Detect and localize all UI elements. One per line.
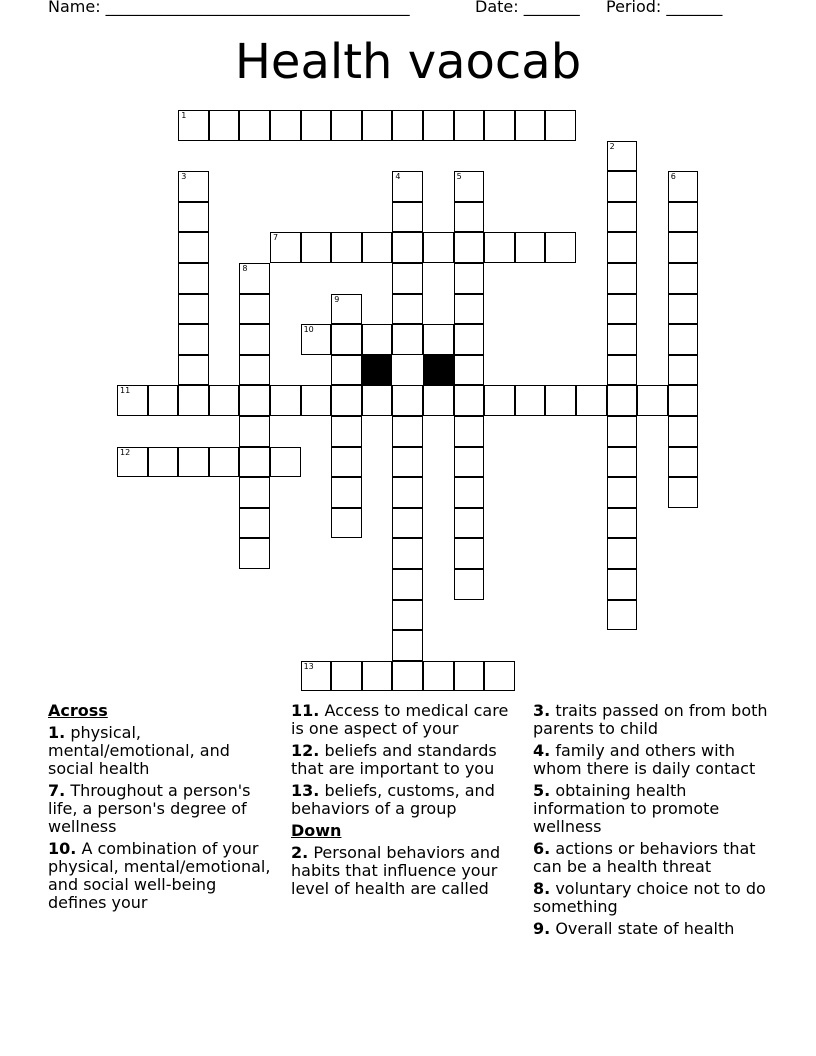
clue-item [48,782,278,836]
crossword-cell[interactable] [392,263,423,294]
clue-number-label: 2. [291,843,309,862]
crossword-cell[interactable] [362,324,393,355]
crossword-cell[interactable] [545,232,576,263]
crossword-cell[interactable] [607,355,638,386]
crossword-cell[interactable] [454,569,485,600]
crossword-cell[interactable] [239,385,270,416]
crossword-cell[interactable] [392,171,423,202]
clue-number-label: 13. [291,781,320,800]
clue-number: 8 [242,264,248,273]
across-clue-list [48,724,278,912]
crossword-cell[interactable] [668,355,699,386]
crossword-cell[interactable] [117,385,148,416]
clue-item [533,702,773,738]
crossword-cell[interactable] [423,661,454,692]
crossword-cell[interactable] [362,232,393,263]
clue-number: 6 [670,172,676,182]
clue-item [48,724,278,778]
clue-text: beliefs, customs, and behaviors of a group [291,781,495,818]
crossword-cell[interactable] [270,232,301,263]
crossword-cell[interactable] [423,232,454,263]
crossword-cell[interactable] [331,324,362,355]
crossword-cell[interactable] [607,202,638,233]
clue-number-label: 7. [48,781,66,800]
crossword-cell[interactable] [392,294,423,325]
crossword-cell[interactable] [392,110,423,141]
crossword-cell[interactable] [331,661,362,692]
clue-number-label: 4. [533,741,551,760]
crossword-cell[interactable] [607,385,638,416]
crossword-cell[interactable] [484,661,515,692]
clue-text: A combination of your physical, mental/emotional, and social well-being defines your [48,839,271,912]
crossword-cell[interactable] [423,110,454,141]
crossword-cell[interactable] [239,294,270,325]
clue-number-label: 1. [48,723,66,742]
across-heading: Across [48,701,108,720]
clue-number: 5 [456,172,462,182]
black-cell [362,355,393,386]
crossword-cell[interactable] [148,447,179,478]
clue-text: Throughout a person's life, a person's degree of wellness [48,781,251,836]
clue-item [533,880,773,916]
crossword-cell[interactable] [117,447,148,478]
crossword-cell[interactable] [392,600,423,631]
crossword-cell[interactable] [362,385,393,416]
crossword-cell[interactable] [454,263,485,294]
clue-number-label: 3. [533,701,551,720]
down-heading: Down [291,821,342,840]
crossword-cell[interactable] [362,110,393,141]
crossword-cell[interactable] [239,355,270,386]
crossword-cell[interactable] [331,110,362,141]
crossword-cell[interactable] [392,630,423,661]
crossword-cell[interactable] [607,416,638,447]
crossword-cell[interactable] [178,110,209,141]
clue-number: 9 [334,294,340,304]
clue-number: 4 [395,172,401,182]
clue-text: Access to medical care is one aspect of your [291,701,509,738]
clue-number-label: 9. [533,919,551,938]
crossword-cell[interactable] [454,232,485,263]
clue-item [533,782,773,836]
crossword-cell[interactable] [392,416,423,447]
crossword-cell[interactable] [331,416,362,447]
clue-item [48,840,278,912]
crossword-cell[interactable] [454,447,485,478]
crossword-cell[interactable] [423,324,454,355]
clue-number: 1 [181,111,187,120]
crossword-cell[interactable] [331,508,362,539]
crossword-cell[interactable] [607,263,638,294]
crossword-cell[interactable] [637,385,668,416]
crossword-cell[interactable] [362,661,393,692]
crossword-cell[interactable] [515,110,546,141]
crossword-cell[interactable] [454,538,485,569]
crossword-cell[interactable] [209,110,240,141]
crossword-cell[interactable] [331,232,362,263]
clue-number: 12 [120,447,131,457]
clue-text: family and others with whom there is daily contact [533,741,756,778]
clue-number-label: 8. [533,879,551,898]
crossword-cell[interactable] [392,508,423,539]
clues-column-3 [533,702,773,942]
crossword-cell[interactable] [331,294,362,325]
crossword-cell[interactable] [668,202,699,233]
crossword-cell[interactable] [178,355,209,386]
crossword-cell[interactable] [239,416,270,447]
crossword-cell[interactable] [270,110,301,141]
crossword-cell[interactable] [239,508,270,539]
crossword-cell[interactable] [607,447,638,478]
crossword-cell[interactable] [239,324,270,355]
clue-number: 2 [609,141,615,151]
clue-text: voluntary choice not to do something [533,879,766,916]
crossword-cell[interactable] [454,324,485,355]
crossword-cell[interactable] [301,385,332,416]
clue-item [533,920,773,938]
down-clue-list [291,844,523,898]
crossword-cell[interactable] [668,447,699,478]
crossword-cell[interactable] [607,232,638,263]
crossword-cell[interactable] [454,355,485,386]
crossword-cell[interactable] [301,110,332,141]
clue-text: physical, mental/emotional, and social health [48,723,230,778]
clue-item [533,840,773,876]
crossword-cell[interactable] [515,385,546,416]
clue-text: actions or behaviors that can be a health threat [533,839,756,876]
crossword-cell[interactable] [423,385,454,416]
crossword-cell[interactable] [454,202,485,233]
crossword-cell[interactable] [484,385,515,416]
crossword-cell[interactable] [668,416,699,447]
crossword-cell[interactable] [331,477,362,508]
crossword-cell[interactable] [209,385,240,416]
crossword-cell[interactable] [392,477,423,508]
crossword-cell[interactable] [454,661,485,692]
crossword-cell[interactable] [270,385,301,416]
black-cell [423,355,454,386]
crossword-cell[interactable] [484,110,515,141]
crossword-cell[interactable] [392,569,423,600]
crossword-cell[interactable] [178,294,209,325]
crossword-cell[interactable] [607,600,638,631]
crossword-cell[interactable] [454,385,485,416]
clue-text: beliefs and standards that are important to you [291,741,497,778]
crossword-cell[interactable] [392,385,423,416]
crossword-cell[interactable] [239,263,270,294]
crossword-cell[interactable] [239,477,270,508]
crossword-cell[interactable] [668,324,699,355]
crossword-cell[interactable] [454,508,485,539]
crossword-cell[interactable] [392,232,423,263]
clue-item [291,742,523,778]
crossword-cell[interactable] [301,324,332,355]
crossword-cell[interactable] [607,324,638,355]
clue-text: obtaining health information to promote wellness [533,781,720,836]
clues-column-1 [48,702,278,916]
crossword-cell[interactable] [331,385,362,416]
crossword-cell[interactable] [178,171,209,202]
crossword-cell[interactable] [239,110,270,141]
clue-number-label: 12. [291,741,320,760]
crossword-cell[interactable] [576,385,607,416]
clue-number-label: 10. [48,839,77,858]
crossword-cell[interactable] [209,447,240,478]
crossword-cell[interactable] [178,324,209,355]
period-field-label: Period: _______ [606,0,723,16]
crossword-cell[interactable] [148,385,179,416]
crossword-cell[interactable] [668,232,699,263]
clue-number-label: 11. [291,701,320,720]
crossword-cell[interactable] [270,447,301,478]
crossword-cell[interactable] [668,294,699,325]
clue-number: 7 [273,233,279,243]
crossword-cell[interactable] [178,385,209,416]
clue-item [291,702,523,738]
crossword-cell[interactable] [545,110,576,141]
name-field-label: Name: ______________________________________ [48,0,410,16]
crossword-cell[interactable] [454,110,485,141]
crossword-cell[interactable] [607,171,638,202]
down-clue-list-continued [533,702,773,938]
crossword-cell[interactable] [392,324,423,355]
crossword-cell[interactable] [331,355,362,386]
crossword-cell[interactable] [331,447,362,478]
clue-text: traits passed on from both parents to child [533,701,768,738]
crossword-cell[interactable] [484,232,515,263]
crossword-cell[interactable] [607,508,638,539]
crossword-cell[interactable] [392,538,423,569]
crossword-cell[interactable] [178,202,209,233]
crossword-cell[interactable] [454,294,485,325]
crossword-cell[interactable] [392,202,423,233]
crossword-cell[interactable] [668,171,699,202]
clues-column-2 [291,702,523,902]
clue-number-label: 6. [533,839,551,858]
clue-number-label: 5. [533,781,551,800]
crossword-cell[interactable] [178,447,209,478]
crossword-cell[interactable] [239,538,270,569]
crossword-cell[interactable] [301,661,332,692]
crossword-cell[interactable] [178,232,209,263]
across-clue-list-continued [291,702,523,818]
clue-item [291,844,523,898]
clue-text: Personal behaviors and habits that influence your level of health are called [291,843,501,898]
page-title: Health vaocab [234,34,582,90]
crossword-cell[interactable] [178,263,209,294]
crossword-cell[interactable] [392,447,423,478]
date-field-label: Date: _______ [475,0,580,16]
crossword-cell[interactable] [607,569,638,600]
clue-number: 13 [303,661,314,671]
crossword-cell[interactable] [454,416,485,447]
clue-number: 10 [303,325,314,335]
crossword-cell[interactable] [668,385,699,416]
clue-item [533,742,773,778]
crossword-cell[interactable] [607,141,638,172]
crossword-cell[interactable] [607,538,638,569]
crossword-cell[interactable] [668,263,699,294]
crossword-cell[interactable] [607,477,638,508]
crossword-cell[interactable] [607,294,638,325]
crossword-cell[interactable] [301,232,332,263]
clue-text: Overall state of health [555,919,735,938]
clue-item [291,782,523,818]
crossword-cell[interactable] [515,232,546,263]
crossword-cell[interactable] [545,385,576,416]
crossword-cell[interactable] [454,171,485,202]
crossword-cell[interactable] [668,477,699,508]
crossword-cell[interactable] [454,477,485,508]
crossword-cell[interactable] [392,661,423,692]
crossword-cell[interactable] [239,447,270,478]
clue-number: 11 [120,386,131,396]
clue-number: 3 [181,172,187,182]
